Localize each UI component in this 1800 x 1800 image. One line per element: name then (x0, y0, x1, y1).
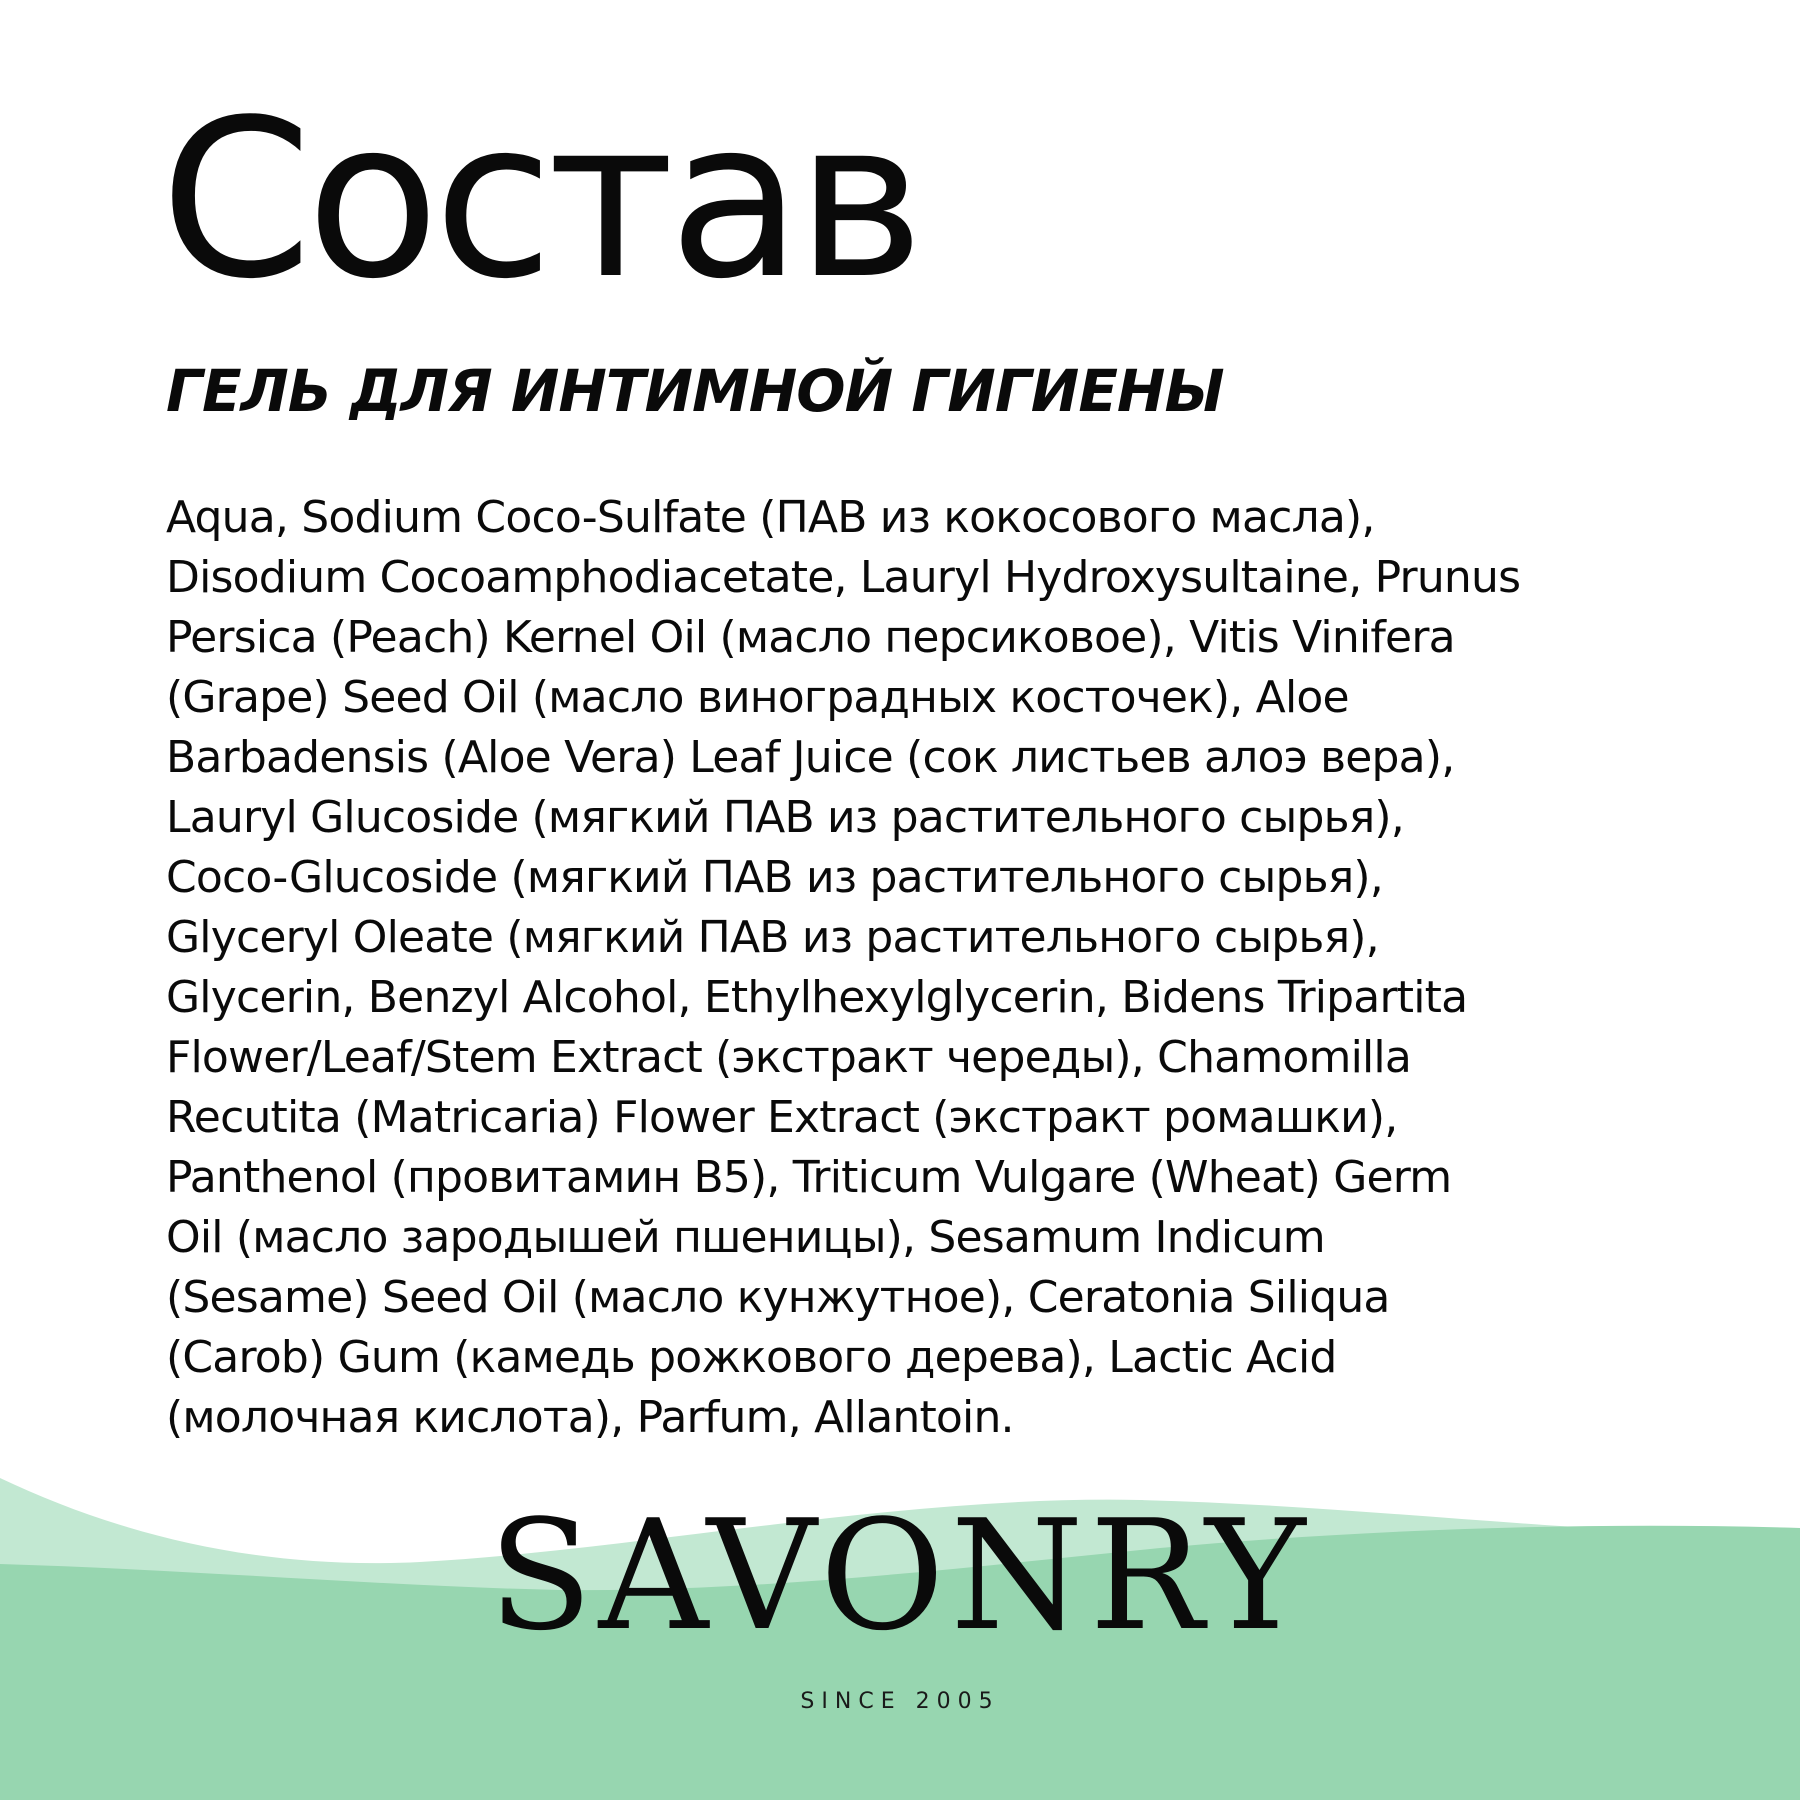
ingredients-line: Flower/Leaf/Stem Extract (экстракт череды), Chamomilla (166, 1032, 1412, 1083)
ingredients-line: Coco-Glucoside (мягкий ПАВ из растительного сырья), (166, 852, 1383, 903)
brand-logo: SAVONRY (488, 1487, 1312, 1664)
ingredients-list (166, 488, 1520, 1448)
ingredients-line: (Carob) Gum (камедь рожкового дерева), Lactic Acid (166, 1332, 1337, 1383)
ingredients-line: Oil (масло зародышей пшеницы), Sesamum Indicum (166, 1212, 1325, 1263)
ingredients-line: (молочная кислота), Parfum, Allantoin. (166, 1392, 1014, 1443)
ingredients-line: Disodium Cocoamphodiacetate, Lauryl Hydroxysultaine, Prunus (166, 552, 1521, 603)
ingredients-line: (Grape) Seed Oil (масло виноградных косточек), Aloe (166, 672, 1349, 723)
product-subtitle: ГЕЛЬ ДЛЯ ИНТИМНОЙ ГИГИЕНЫ (166, 357, 1224, 425)
ingredients-line: Barbadensis (Aloe Vera) Leaf Juice (сок листьев алоэ вера), (166, 732, 1455, 783)
ingredients-line: Aqua, Sodium Coco-Sulfate (ПАВ из кокосового масла), (166, 492, 1375, 543)
ingredients-line: Lauryl Glucoside (мягкий ПАВ из растительного сырья), (166, 792, 1404, 843)
brand-tagline: SINCE 2005 (800, 1689, 1000, 1714)
ingredients-line: (Sesame) Seed Oil (масло кунжутное), Ceratonia Siliqua (166, 1272, 1390, 1323)
ingredients-line: Persica (Peach) Kernel Oil (масло персиковое), Vitis Vinifera (166, 612, 1455, 663)
page-title: Состав (160, 74, 919, 327)
ingredients-line: Recutita (Matricaria) Flower Extract (экстракт ромашки), (166, 1092, 1398, 1143)
ingredients-line: Glycerin, Benzyl Alcohol, Ethylhexylglycerin, Bidens Tripartita (166, 972, 1468, 1023)
ingredients-line: Panthenol (провитамин B5), Triticum Vulgare (Wheat) Germ (166, 1152, 1452, 1203)
ingredients-line: Glyceryl Oleate (мягкий ПАВ из растительного сырья), (166, 912, 1379, 963)
